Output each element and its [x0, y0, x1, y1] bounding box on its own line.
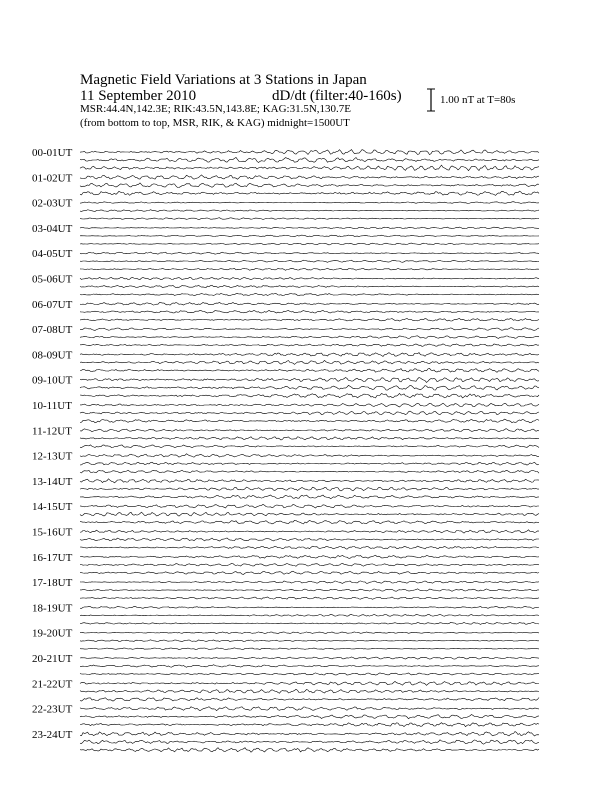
trace-msr [80, 520, 539, 524]
trace-kag [80, 202, 539, 204]
trace-msr [80, 673, 539, 675]
hour-label: 00-01UT [32, 147, 73, 159]
trace-msr [80, 445, 539, 448]
trace-rik [80, 310, 539, 313]
hour-label: 05-06UT [32, 273, 73, 286]
trace-msr [80, 419, 539, 423]
hour-label: 02-03UT [32, 197, 73, 210]
station-coordinates: MSR:44.4N,142.3E; RIK:43.5N,143.8E; KAG:31.5N,130.7E [80, 103, 352, 115]
trace-rik [80, 385, 539, 390]
hour-label: 22-23UT [32, 703, 73, 716]
hour-label: 11-12UT [32, 425, 72, 438]
trace-rik [80, 437, 539, 440]
trace-kag [80, 378, 539, 383]
trace-kag [80, 657, 539, 659]
trace-kag [80, 606, 539, 608]
trace-kag [80, 707, 539, 711]
trace-rik [80, 512, 539, 516]
trace-kag [80, 681, 539, 685]
trace-kag [80, 454, 539, 457]
hour-label: 18-19UT [32, 602, 73, 615]
trace-rik [80, 689, 539, 693]
chart-quantity: dD/dt (filter:40-160s) [272, 88, 402, 104]
trace-rik [80, 589, 539, 592]
stacking-note: (from bottom to top, MSR, RIK, & KAG) midnight=1500UT [80, 117, 350, 129]
trace-msr [80, 495, 539, 499]
trace-msr [80, 368, 539, 372]
hour-label: 07-08UT [32, 324, 73, 337]
hour-label: 14-15UT [32, 501, 73, 514]
chart-date: 11 September 2010 [80, 88, 197, 104]
trace-rik [80, 285, 539, 287]
trace-msr [80, 191, 539, 195]
trace-kag [80, 632, 539, 634]
chart-title: Magnetic Field Variations at 3 Stations in Japan [80, 72, 367, 88]
trace-kag [80, 353, 539, 357]
hour-label: 19-20UT [32, 627, 73, 640]
scale-label: 1.00 nT at T=80s [440, 94, 516, 106]
trace-kag [80, 479, 539, 483]
hour-label: 15-16UT [32, 526, 73, 539]
hour-label: 08-09UT [32, 349, 73, 362]
trace-rik [80, 360, 539, 364]
trace-msr [80, 622, 539, 624]
hour-label: 10-11UT [32, 400, 72, 412]
trace-rik [80, 563, 539, 566]
trace-rik [80, 260, 539, 262]
trace-rik [80, 715, 539, 719]
trace-msr [80, 546, 539, 549]
trace-msr [80, 393, 539, 398]
trace-msr [80, 723, 539, 727]
hour-label: 04-05UT [32, 248, 73, 261]
trace-rik [80, 487, 539, 491]
trace-kag [80, 732, 539, 737]
trace-rik [80, 740, 539, 744]
trace-msr [80, 698, 539, 702]
trace-rik [80, 614, 539, 616]
trace-rik [80, 411, 539, 415]
trace-msr [80, 470, 539, 473]
trace-msr [80, 344, 539, 347]
trace-kag [80, 252, 539, 254]
trace-rik [80, 157, 539, 162]
trace-kag [80, 150, 539, 155]
trace-kag [80, 175, 539, 179]
hour-label: 01-02UT [32, 172, 73, 185]
trace-msr [80, 218, 539, 220]
trace-kag [80, 403, 539, 407]
hour-label: 13-14UT [32, 475, 73, 488]
trace-msr [80, 597, 539, 599]
trace-msr [80, 648, 539, 650]
trace-kag [80, 277, 539, 279]
hour-label: 06-07UT [32, 298, 73, 311]
hour-label: 21-22UT [32, 678, 73, 691]
trace-msr [80, 243, 539, 245]
trace-kag [80, 227, 539, 229]
trace-kag [80, 555, 539, 558]
trace-rik [80, 336, 539, 339]
hour-label: 17-18UT [32, 577, 73, 590]
trace-rik [80, 462, 539, 465]
trace-msr [80, 165, 539, 171]
trace-rik [80, 210, 539, 212]
trace-msr [80, 268, 539, 270]
trace-kag [80, 429, 539, 432]
hour-label: 09-10UT [32, 374, 73, 387]
trace-kag [80, 581, 539, 584]
trace-kag [80, 302, 539, 305]
trace-rik [80, 183, 539, 188]
trace-rik [80, 665, 539, 668]
trace-msr [80, 748, 539, 753]
trace-rik [80, 235, 539, 237]
trace-kag [80, 504, 539, 508]
hour-label: 03-04UT [32, 222, 73, 235]
trace-rik [80, 538, 539, 541]
trace-kag [80, 530, 539, 533]
trace-rik [80, 640, 539, 642]
trace-msr [80, 571, 539, 574]
trace-msr [80, 293, 539, 295]
hour-label: 20-21UT [32, 653, 73, 665]
hour-label: 16-17UT [32, 551, 73, 564]
hour-label: 12-13UT [32, 450, 73, 463]
trace-msr [80, 319, 539, 322]
trace-kag [80, 328, 539, 331]
hour-label: 23-24UT [32, 728, 73, 741]
